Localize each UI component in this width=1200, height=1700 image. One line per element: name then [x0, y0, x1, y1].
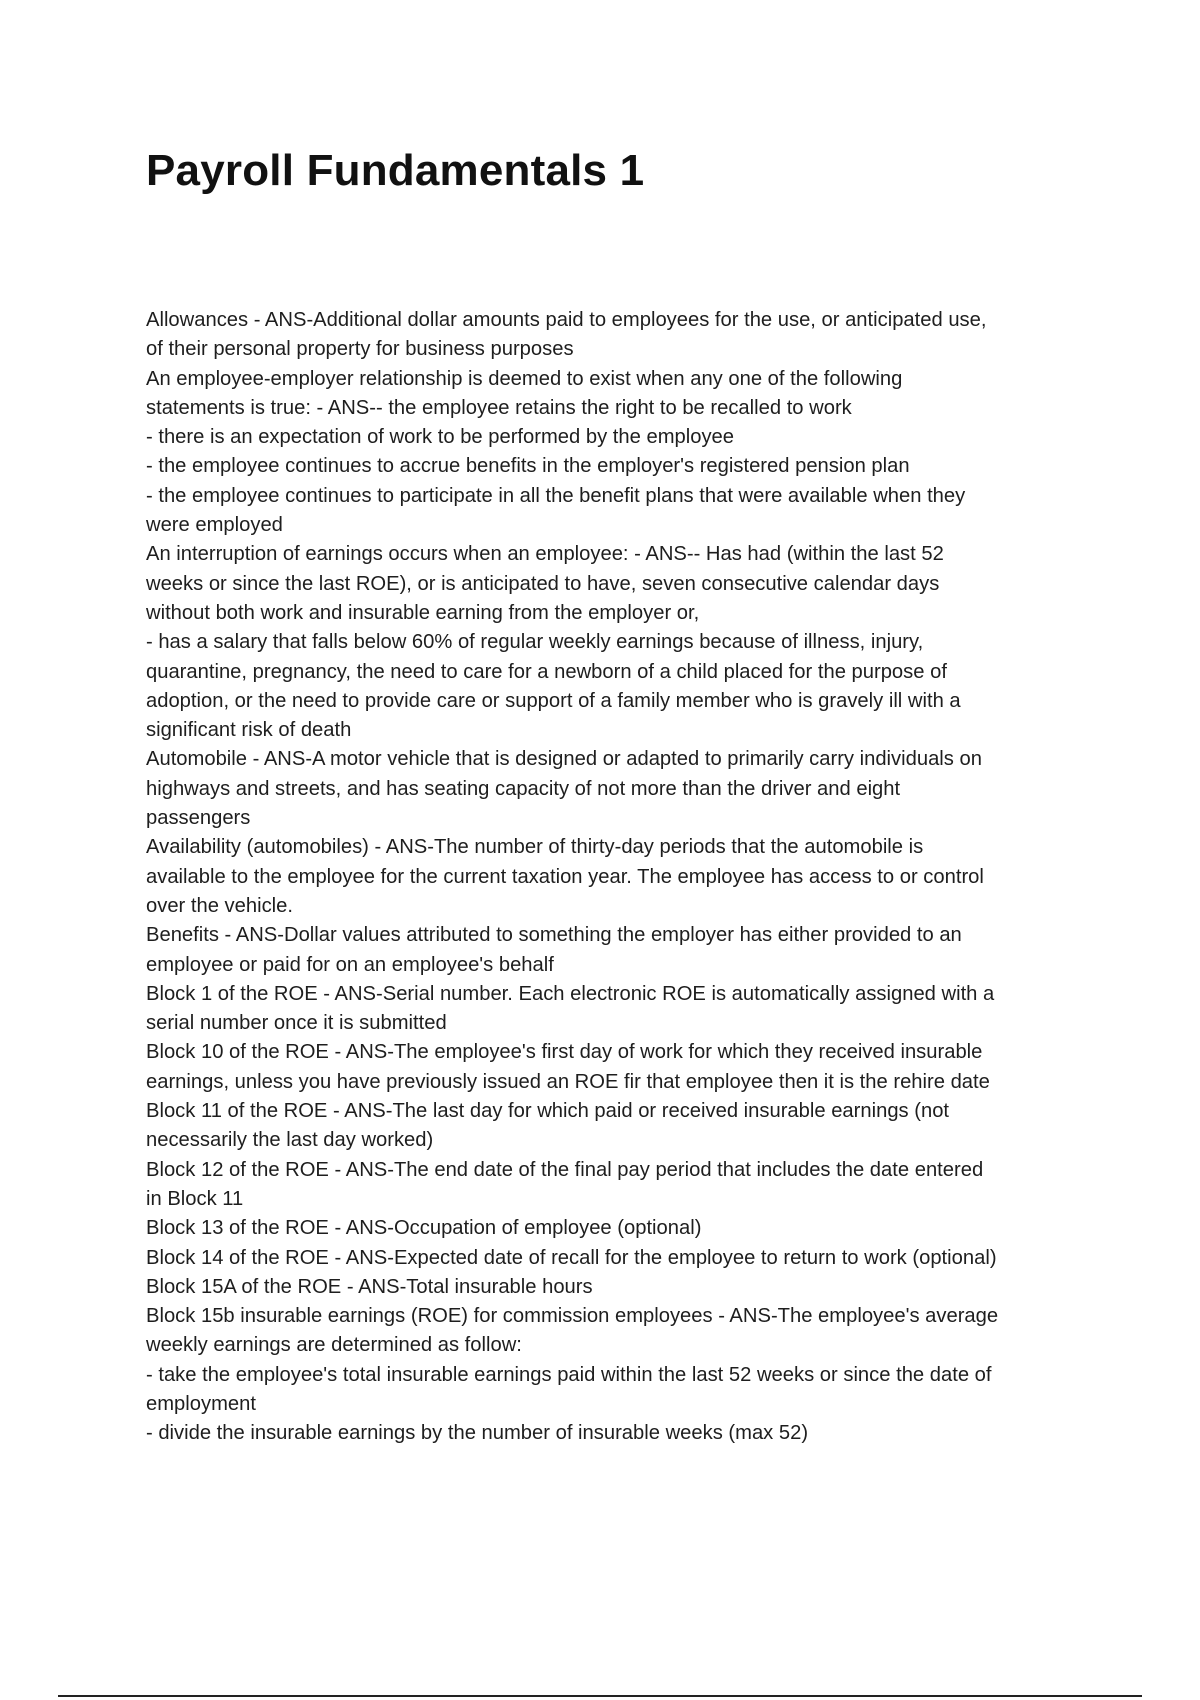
text-line: An interruption of earnings occurs when an employee: - ANS-- Has had (within the last 52: [146, 543, 944, 566]
text-line: - has a salary that falls below 60% of regular weekly earnings because of illness, injury,: [146, 631, 924, 654]
text-line: significant risk of death: [146, 719, 352, 742]
text-line: over the vehicle.: [146, 894, 294, 917]
text-line: Block 10 of the ROE - ANS-The employee's first day of work for which they received insurable: [146, 1041, 983, 1064]
text-line: earnings, unless you have previously issued an ROE fir that employee then it is the rehire date: [146, 1070, 990, 1093]
text-line: in Block 11: [146, 1187, 244, 1210]
text-line: Block 11 of the ROE - ANS-The last day for which paid or received insurable earnings (not: [146, 1100, 950, 1123]
text-line: - the employee continues to accrue benefits in the employer's registered pension plan: [146, 455, 910, 478]
footer-divider: [58, 1695, 1142, 1697]
text-line: Block 13 of the ROE - ANS-Occupation of employee (optional): [146, 1217, 702, 1240]
text-line: highways and streets, and has seating capacity of not more than the driver and eight: [146, 777, 901, 800]
text-line: necessarily the last day worked): [146, 1129, 434, 1152]
text-line: - take the employee's total insurable earnings paid within the last 52 weeks or since the date of: [146, 1363, 992, 1386]
text-line: Benefits - ANS-Dollar values attributed to something the employer has either provided to an: [146, 924, 962, 947]
text-line: adoption, or the need to provide care or support of a family member who is gravely ill with a: [146, 689, 961, 712]
text-line: quarantine, pregnancy, the need to care for a newborn of a child placed for the purpose of: [146, 660, 947, 683]
text-line: Block 15A of the ROE - ANS-Total insurable hours: [146, 1275, 593, 1298]
text-line: - there is an expectation of work to be performed by the employee: [146, 426, 735, 449]
text-line: Allowances - ANS-Additional dollar amounts paid to employees for the use, or anticipated use,: [146, 309, 987, 331]
text-line: employee or paid for on an employee's behalf: [146, 953, 554, 976]
text-line: Block 12 of the ROE - ANS-The end date of the final pay period that includes the date entered: [146, 1158, 984, 1181]
text-line: Block 15b insurable earnings (ROE) for commission employees - ANS-The employee's average: [146, 1305, 999, 1328]
document-body: [146, 306, 1086, 1449]
text-line: weekly earnings are determined as follow:: [146, 1334, 522, 1357]
text-line: Automobile - ANS-A motor vehicle that is designed or adapted to primarily carry individuals on: [146, 748, 982, 771]
text-line: - the employee continues to participate in all the benefit plans that were available when they: [146, 484, 966, 507]
text-line: without both work and insurable earning from the employer or,: [146, 601, 700, 624]
text-line: were employed: [146, 514, 283, 537]
text-line: Block 1 of the ROE - ANS-Serial number. Each electronic ROE is automatically assigned with a: [146, 982, 995, 1005]
text-line: - divide the insurable earnings by the number of insurable weeks (max 52): [146, 1422, 809, 1445]
text-line: passengers: [146, 807, 251, 830]
text-line: Block 14 of the ROE - ANS-Expected date of recall for the employee to return to work (optional): [146, 1246, 997, 1269]
text-line: employment: [146, 1392, 256, 1415]
text-line: Availability (automobiles) - ANS-The number of thirty-day periods that the automobile is: [146, 836, 924, 859]
text-line: of their personal property for business purposes: [146, 338, 574, 361]
text-line: weeks or since the last ROE), or is anticipated to have, seven consecutive calendar days: [146, 572, 940, 595]
page-title: Payroll Fundamentals 1: [146, 146, 645, 195]
text-line: serial number once it is submitted: [146, 1012, 447, 1035]
text-line: available to the employee for the current taxation year. The employee has access to or control: [146, 865, 984, 888]
text-line: statements is true: - ANS-- the employee retains the right to be recalled to work: [146, 396, 852, 419]
text-line: An employee-employer relationship is deemed to exist when any one of the following: [146, 367, 903, 390]
